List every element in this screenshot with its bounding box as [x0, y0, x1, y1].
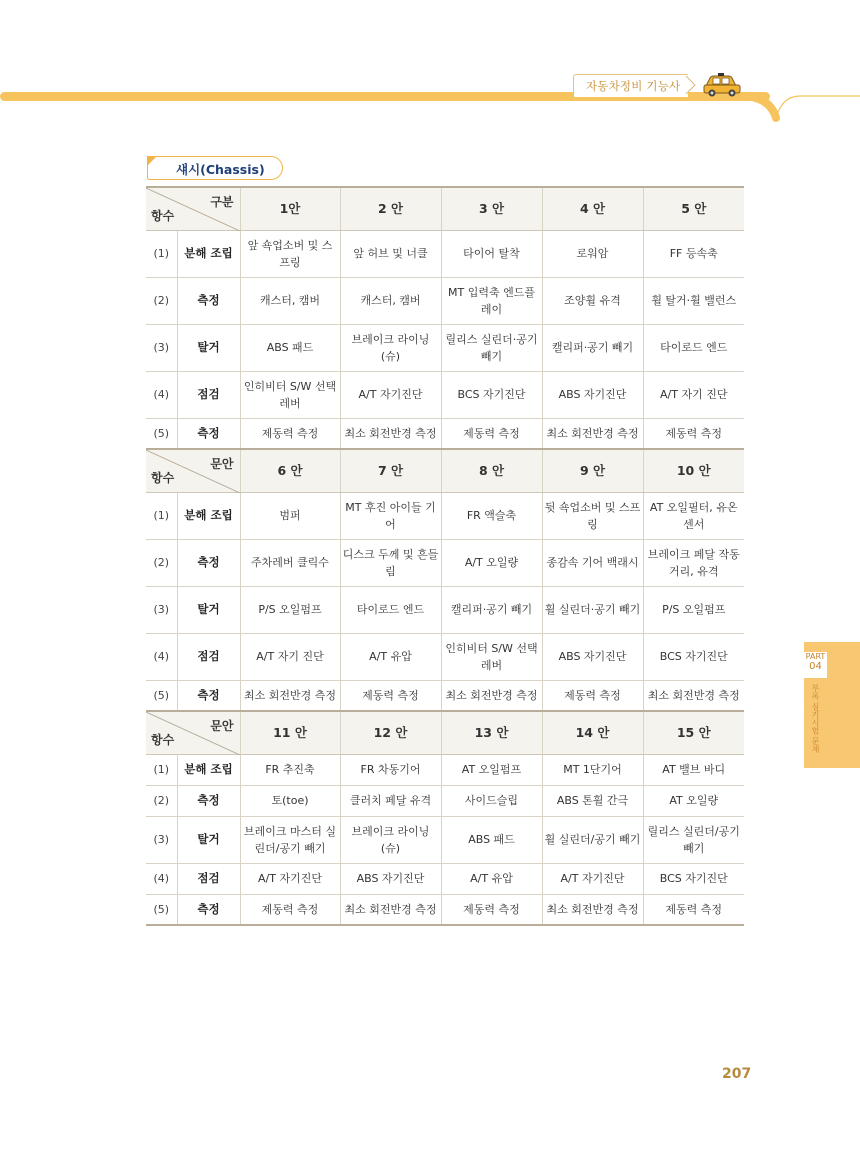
table-cell: AT 오일량: [643, 785, 744, 816]
row-number: (4): [146, 863, 177, 894]
table-row: [146, 680, 744, 711]
table-cell: 타이로드 엔드: [643, 324, 744, 371]
row-number: (2): [146, 277, 177, 324]
row-item: 탈거: [177, 324, 240, 371]
table-cell: 최소 회전반경 측정: [643, 680, 744, 711]
corner-top-label: 구분: [210, 195, 234, 209]
table-cell: 최소 회전반경 측정: [340, 894, 441, 925]
corner-bottom-label: 항수: [151, 208, 175, 223]
row-number: (5): [146, 894, 177, 925]
table-row: [146, 894, 744, 925]
row-number: (5): [146, 680, 177, 711]
table-cell: P/S 오일펌프: [240, 586, 340, 633]
table-cell: 제동력 측정: [441, 894, 542, 925]
column-header: 14 안: [542, 711, 643, 754]
column-header: 4 안: [542, 187, 643, 230]
table-cell: 브레이크 라이닝(슈): [340, 816, 441, 863]
column-header: 1안: [240, 187, 340, 230]
table-row: [146, 785, 744, 816]
table-cell: BCS 자기진단: [643, 633, 744, 680]
table-header-row: [146, 187, 744, 230]
part-badge: [804, 652, 827, 678]
table-corner-cell: [146, 187, 240, 230]
section-label-marker: [147, 156, 157, 166]
row-number: (4): [146, 633, 177, 680]
table-cell: 범퍼: [240, 492, 340, 539]
table-cell: 뒷 쇽업소버 및 스프링: [542, 492, 643, 539]
row-item: 점검: [177, 371, 240, 418]
table-cell: 클러치 페달 유격: [340, 785, 441, 816]
part-number: 04: [809, 661, 822, 672]
table-corner-cell: [146, 711, 240, 754]
row-item: 분해 조립: [177, 754, 240, 785]
table-cell: ABS 자기진단: [542, 371, 643, 418]
table-cell: A/T 자기 진단: [643, 371, 744, 418]
table-cell: 브레이크 마스터 실린더/공기 빼기: [240, 816, 340, 863]
row-item: 측정: [177, 539, 240, 586]
table-cell: 캘리퍼·공기 빼기: [441, 586, 542, 633]
table-cell: 종감속 기어 백래시: [542, 539, 643, 586]
row-number: (1): [146, 492, 177, 539]
table-cell: A/T 유압: [340, 633, 441, 680]
table-cell: MT 입력축 엔드플레이: [441, 277, 542, 324]
row-item: 탈거: [177, 816, 240, 863]
table-cell: 주차레버 클릭수: [240, 539, 340, 586]
table-cell: FR 추진축: [240, 754, 340, 785]
corner-bottom-label: 항수: [151, 470, 175, 485]
row-item: 측정: [177, 894, 240, 925]
row-item: 측정: [177, 418, 240, 449]
table-cell: ABS 톤휠 간극: [542, 785, 643, 816]
part-label: PART: [805, 652, 826, 661]
table-row: [146, 324, 744, 371]
row-item: 탈거: [177, 586, 240, 633]
table-row: [146, 277, 744, 324]
table-cell: 최소 회전반경 측정: [340, 418, 441, 449]
column-header: 10 안: [643, 449, 744, 492]
row-item: 점검: [177, 633, 240, 680]
table-cell: ABS 자기진단: [542, 633, 643, 680]
table-cell: BCS 자기진단: [441, 371, 542, 418]
table-cell: P/S 오일펌프: [643, 586, 744, 633]
table-cell: 휠 실린더·공기 빼기: [542, 586, 643, 633]
table-cell: FR 액슬축: [441, 492, 542, 539]
table-cell: 사이드슬립: [441, 785, 542, 816]
table-cell: 제동력 측정: [643, 894, 744, 925]
column-header: 5 안: [643, 187, 744, 230]
table-cell: 브레이크 페달 작동거리, 유격: [643, 539, 744, 586]
table-row: [146, 816, 744, 863]
column-header: 12 안: [340, 711, 441, 754]
table-cell: 인히비터 S/W 선택레버: [240, 371, 340, 418]
table-cell: 캐스터, 캠버: [240, 277, 340, 324]
table-cell: MT 1단기어: [542, 754, 643, 785]
corner-bottom-label: 항수: [151, 732, 175, 747]
table-row: [146, 754, 744, 785]
table-cell: 토(toe): [240, 785, 340, 816]
section-label: [147, 156, 283, 180]
row-number: (3): [146, 324, 177, 371]
corner-top-label: 문안: [210, 457, 234, 471]
table-cell: 제동력 측정: [542, 680, 643, 711]
row-item: 측정: [177, 785, 240, 816]
table-cell: 브레이크 라이닝(슈): [340, 324, 441, 371]
table-cell: BCS 자기진단: [643, 863, 744, 894]
column-header: 9 안: [542, 449, 643, 492]
table-row: [146, 586, 744, 633]
table-cell: 인히비터 S/W 선택레버: [441, 633, 542, 680]
row-number: (2): [146, 539, 177, 586]
table-cell: A/T 자기진단: [542, 863, 643, 894]
table-cell: 제동력 측정: [240, 894, 340, 925]
row-item: 분해 조립: [177, 492, 240, 539]
table-cell: ABS 패드: [240, 324, 340, 371]
row-number: (1): [146, 230, 177, 277]
table-row: [146, 371, 744, 418]
table-cell: ABS 패드: [441, 816, 542, 863]
table-cell: 제동력 측정: [643, 418, 744, 449]
part-title: 부록 실기시험 문제: [811, 684, 820, 754]
table-header-row: [146, 711, 744, 754]
column-header: 2 안: [340, 187, 441, 230]
table-cell: 제동력 측정: [240, 418, 340, 449]
table-corner-cell: [146, 449, 240, 492]
row-item: 점검: [177, 863, 240, 894]
table-cell: 앞 허브 및 너클: [340, 230, 441, 277]
chassis-exam-table: [146, 186, 744, 926]
car-icon: [702, 72, 742, 98]
table-cell: 캐스터, 캠버: [340, 277, 441, 324]
table-cell: 디스크 두께 및 흔들림: [340, 539, 441, 586]
table-row: [146, 492, 744, 539]
row-number: (2): [146, 785, 177, 816]
table-cell: 타이어 탈착: [441, 230, 542, 277]
column-header: 6 안: [240, 449, 340, 492]
table-cell: AT 오일펌프: [441, 754, 542, 785]
table-cell: 휠 탈거·휠 밸런스: [643, 277, 744, 324]
row-number: (5): [146, 418, 177, 449]
table-cell: FR 차동기어: [340, 754, 441, 785]
table-cell: 최소 회전반경 측정: [441, 680, 542, 711]
table-cell: A/T 자기 진단: [240, 633, 340, 680]
column-header: 8 안: [441, 449, 542, 492]
table-row: [146, 539, 744, 586]
table-cell: MT 후진 아이들 기어: [340, 492, 441, 539]
row-number: (4): [146, 371, 177, 418]
column-header: 3 안: [441, 187, 542, 230]
table-cell: 릴리스 실린더/공기 빼기: [643, 816, 744, 863]
table-cell: A/T 자기진단: [240, 863, 340, 894]
table-cell: ABS 자기진단: [340, 863, 441, 894]
table-cell: 릴리스 실린더·공기 빼기: [441, 324, 542, 371]
table-cell: AT 밸브 바디: [643, 754, 744, 785]
table-cell: 최소 회전반경 측정: [542, 894, 643, 925]
page-number: 207: [722, 1066, 752, 1082]
table-cell: 타이로드 엔드: [340, 586, 441, 633]
row-number: (1): [146, 754, 177, 785]
row-number: (3): [146, 586, 177, 633]
row-item: 측정: [177, 277, 240, 324]
section-label-text: 섀시(Chassis): [176, 162, 265, 177]
chevron-right-icon: [684, 74, 698, 96]
table-cell: 로워암: [542, 230, 643, 277]
table-cell: 캘리퍼·공기 빼기: [542, 324, 643, 371]
header-curve-decoration: [740, 92, 860, 132]
table-cell: 제동력 측정: [441, 418, 542, 449]
table-row: [146, 418, 744, 449]
corner-top-label: 문안: [210, 719, 234, 733]
row-item: 측정: [177, 680, 240, 711]
column-header: 15 안: [643, 711, 744, 754]
table-header-row: [146, 449, 744, 492]
table-cell: 최소 회전반경 측정: [240, 680, 340, 711]
row-item: 분해 조립: [177, 230, 240, 277]
table-cell: 최소 회전반경 측정: [542, 418, 643, 449]
table-cell: AT 오일필터, 유온센서: [643, 492, 744, 539]
row-number: (3): [146, 816, 177, 863]
table-row: [146, 633, 744, 680]
table-cell: 조양휠 유격: [542, 277, 643, 324]
column-header: 13 안: [441, 711, 542, 754]
table-cell: A/T 오일량: [441, 539, 542, 586]
table-cell: 제동력 측정: [340, 680, 441, 711]
table-cell: 휠 실린더/공기 빼기: [542, 816, 643, 863]
column-header: 7 안: [340, 449, 441, 492]
table-row: [146, 230, 744, 277]
table-row: [146, 863, 744, 894]
table-cell: A/T 자기진단: [340, 371, 441, 418]
table-cell: 앞 쇽업소버 및 스프링: [240, 230, 340, 277]
table-cell: A/T 유압: [441, 863, 542, 894]
column-header: 11 안: [240, 711, 340, 754]
book-title: 자동차정비 기능사: [586, 79, 681, 93]
table-cell: FF 등속축: [643, 230, 744, 277]
